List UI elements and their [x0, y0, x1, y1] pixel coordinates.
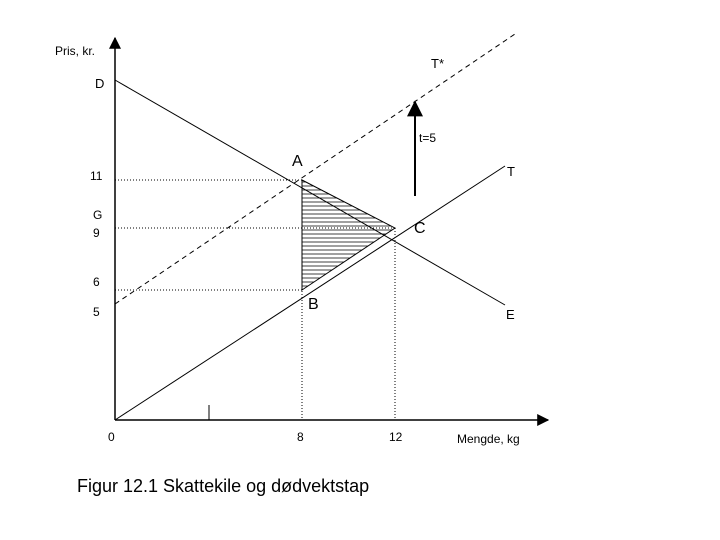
- y-tick-5: 5: [93, 305, 100, 319]
- y-axis-label: Pris, kr.: [55, 44, 96, 58]
- tax-arrow-label: t=5: [419, 131, 437, 145]
- y-tick-9: 9: [93, 226, 100, 240]
- figure-caption: Figur 12.1 Skattekile og dødvektstap: [77, 476, 370, 496]
- taxed-supply-curve: [115, 34, 515, 304]
- taxed-supply-label: T*: [431, 56, 444, 71]
- point-label-a: A: [292, 153, 303, 170]
- point-label-b: B: [308, 296, 319, 313]
- y-tick-g: G: [93, 208, 103, 222]
- origin-label: 0: [108, 430, 115, 444]
- supply-curve: [115, 166, 505, 420]
- demand-label-e: E: [506, 307, 515, 322]
- demand-curve: [115, 80, 505, 305]
- y-tick-11: 11: [90, 169, 103, 183]
- supply-label-t: T: [507, 164, 515, 179]
- x-tick-8: 8: [297, 430, 304, 444]
- x-axis-label: Mengde, kg: [457, 432, 520, 446]
- y-tick-6: 6: [93, 275, 100, 289]
- x-tick-12: 12: [389, 430, 403, 444]
- demand-label-d: D: [95, 76, 105, 91]
- point-label-c: C: [414, 220, 426, 237]
